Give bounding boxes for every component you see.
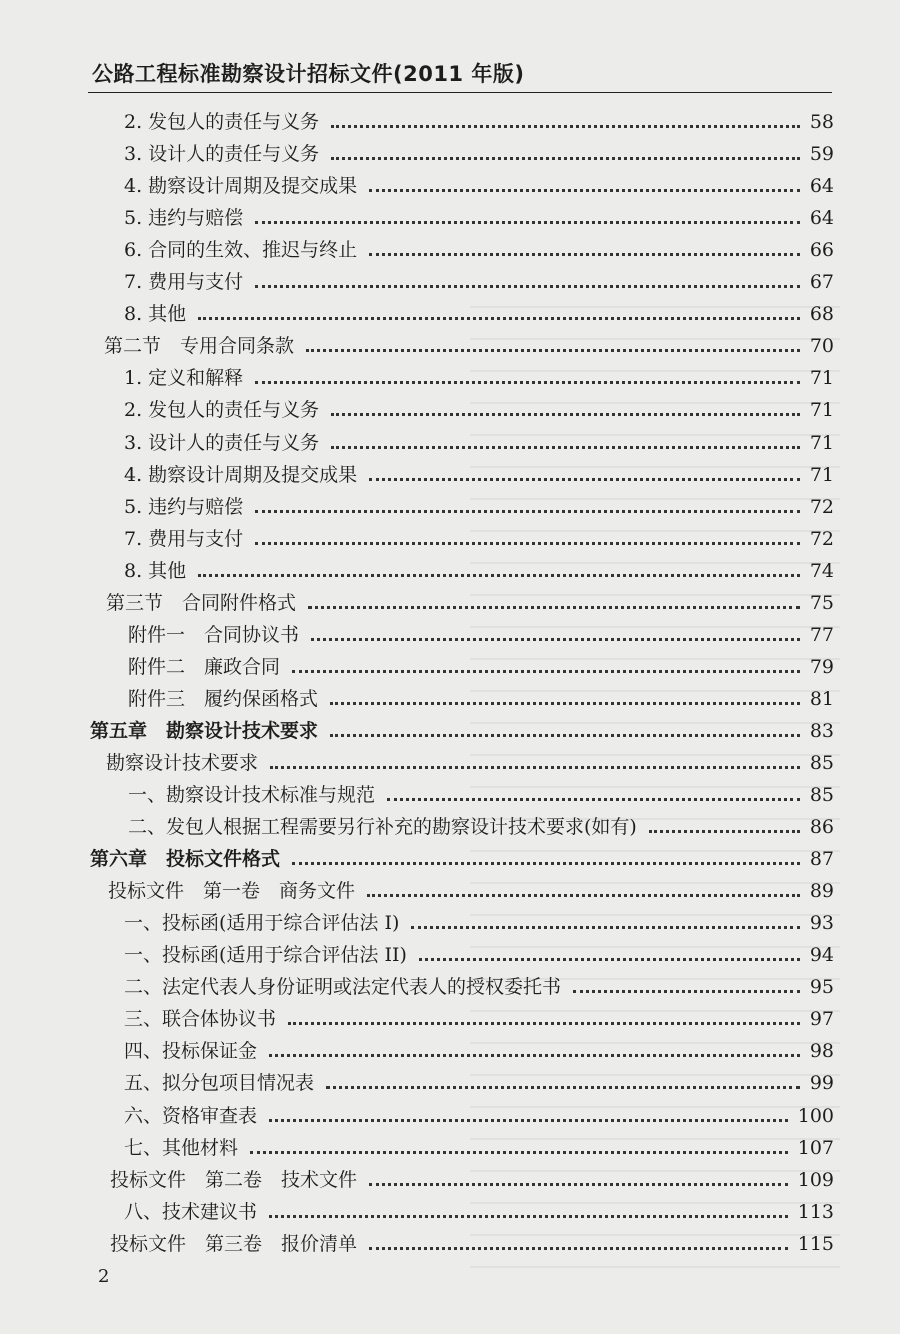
dot-leader (198, 317, 800, 320)
header-rule (88, 92, 832, 93)
toc-chapter-entry[interactable] (90, 715, 834, 747)
toc-chapter-entry[interactable] (90, 843, 834, 875)
toc-entry[interactable] (124, 1067, 834, 1099)
toc-entry-label: 附件三 履约保函格式 (128, 688, 319, 710)
toc-entry-page: 59 (809, 143, 834, 165)
toc-entry[interactable] (124, 138, 834, 170)
toc-entry-page: 89 (809, 880, 834, 902)
toc-entry[interactable] (124, 939, 834, 971)
toc-entry-label: 七、其他材料 (124, 1137, 239, 1159)
toc-entry[interactable] (124, 1035, 834, 1067)
toc-entry-label: 附件二 廉政合同 (128, 656, 281, 678)
dot-leader (326, 1086, 800, 1089)
page-number: 2 (98, 1266, 110, 1287)
toc-entry-page: 115 (797, 1233, 834, 1255)
toc-entry-page: 95 (809, 976, 834, 998)
dot-leader (270, 766, 800, 769)
toc-entry[interactable] (124, 202, 834, 234)
toc-entry-label: 一、投标函(适用于综合评估法 I) (124, 912, 400, 934)
dot-leader (255, 542, 800, 545)
toc-entry-page: 66 (809, 239, 834, 261)
toc-entry-page: 87 (809, 848, 834, 870)
toc-entry[interactable] (124, 1196, 834, 1228)
dot-leader (369, 1247, 788, 1250)
toc-entry-page: 94 (809, 944, 834, 966)
dot-leader (308, 606, 800, 609)
toc-entry-page: 71 (809, 464, 834, 486)
dot-leader (330, 702, 800, 705)
dot-leader (369, 253, 800, 256)
toc-entry-label: 投标文件 第一卷 商务文件 (108, 880, 356, 902)
toc-entry[interactable] (124, 394, 834, 426)
dot-leader (331, 125, 800, 128)
toc-entry-page: 72 (809, 528, 834, 550)
toc-entry-page: 72 (809, 496, 834, 518)
toc-entry-page: 74 (809, 560, 834, 582)
toc-entry[interactable] (128, 683, 834, 715)
toc-entry[interactable] (128, 651, 834, 683)
toc-entry[interactable] (124, 1003, 834, 1035)
toc-entry-page: 58 (809, 111, 834, 133)
toc-entry[interactable] (124, 1132, 834, 1164)
toc-entry-label: 第三节 合同附件格式 (106, 592, 297, 614)
toc-entry[interactable] (110, 1228, 834, 1260)
dot-leader (288, 1022, 800, 1025)
dot-leader (269, 1215, 788, 1218)
toc-entry-label: 4. 勘察设计周期及提交成果 (124, 464, 358, 486)
dot-leader (331, 413, 800, 416)
toc-entry-label: 八、技术建议书 (124, 1201, 258, 1223)
toc-entry[interactable] (128, 811, 834, 843)
toc-entry[interactable] (128, 619, 834, 651)
toc-entry[interactable] (106, 747, 834, 779)
toc-entry-label: 7. 费用与支付 (124, 528, 244, 550)
dot-leader (255, 381, 800, 384)
toc-entry-label: 8. 其他 (124, 560, 187, 582)
toc-entry-page: 81 (809, 688, 834, 710)
dot-leader (330, 734, 800, 737)
toc-entry[interactable] (124, 491, 834, 523)
toc-entry[interactable] (124, 170, 834, 202)
dot-leader (411, 926, 799, 929)
toc-entry-page: 68 (809, 303, 834, 325)
toc-entry[interactable] (108, 875, 834, 907)
toc-entry-page: 93 (809, 912, 834, 934)
toc-entry-page: 86 (809, 816, 834, 838)
toc-entry-label: 5. 违约与赔偿 (124, 496, 244, 518)
dot-leader (255, 285, 800, 288)
toc-entry-label: 附件一 合同协议书 (128, 624, 300, 646)
toc-entry[interactable] (124, 266, 834, 298)
toc-entry-label: 第二节 专用合同条款 (104, 335, 295, 357)
dot-leader (198, 574, 800, 577)
toc-entry[interactable] (124, 234, 834, 266)
dot-leader (419, 958, 800, 961)
dot-leader (311, 638, 800, 641)
toc-entry-label: 1. 定义和解释 (124, 367, 244, 389)
dot-leader (573, 990, 800, 993)
dot-leader (269, 1054, 800, 1057)
dot-leader (306, 349, 800, 352)
toc-entry-label: 3. 设计人的责任与义务 (124, 143, 320, 165)
toc-entry-page: 113 (797, 1201, 834, 1223)
toc-entry-page: 97 (809, 1008, 834, 1030)
toc-entry-label: 六、资格审查表 (124, 1105, 258, 1127)
toc-entry-page: 85 (809, 784, 834, 806)
toc-entry[interactable] (124, 971, 834, 1003)
toc-entry[interactable] (124, 298, 834, 330)
running-header-title: 公路工程标准勘察设计招标文件(2011 年版) (92, 62, 525, 86)
toc-entry-page: 98 (809, 1040, 834, 1062)
dot-leader (292, 670, 800, 673)
toc-entry[interactable] (124, 555, 834, 587)
dot-leader (255, 510, 800, 513)
toc-entry-page: 70 (809, 335, 834, 357)
toc-entry[interactable] (128, 779, 834, 811)
toc-entry-label: 8. 其他 (124, 303, 187, 325)
toc-entry-label: 勘察设计技术要求 (106, 752, 259, 774)
toc-entry-page: 67 (809, 271, 834, 293)
toc-entry-label: 7. 费用与支付 (124, 271, 244, 293)
toc-entry-page: 85 (809, 752, 834, 774)
toc-entry-page: 109 (797, 1169, 834, 1191)
toc-entry-page: 77 (809, 624, 834, 646)
dot-leader (369, 1183, 788, 1186)
toc-entry-page: 100 (797, 1105, 834, 1127)
dot-leader (367, 894, 800, 897)
toc-entry-page: 83 (809, 720, 834, 742)
dot-leader (331, 446, 800, 449)
toc-entry-label: 二、发包人根据工程需要另行补充的勘察设计技术要求(如有) (128, 816, 637, 838)
toc-entry-label: 6. 合同的生效、推迟与终止 (124, 239, 358, 261)
toc-entry-page: 71 (809, 367, 834, 389)
dot-leader (369, 189, 800, 192)
toc-entry-page: 79 (809, 656, 834, 678)
toc-entry-label: 5. 违约与赔偿 (124, 207, 244, 229)
toc-entry-label: 投标文件 第二卷 技术文件 (110, 1169, 358, 1191)
toc-entry-page: 64 (809, 175, 834, 197)
toc-entry-page: 71 (809, 399, 834, 421)
toc-entry[interactable] (106, 587, 834, 619)
toc-entry-label: 投标文件 第三卷 报价清单 (110, 1233, 358, 1255)
dot-leader (331, 157, 800, 160)
toc-entry-page: 75 (809, 592, 834, 614)
toc-entry[interactable] (124, 523, 834, 555)
toc-entry-label: 4. 勘察设计周期及提交成果 (124, 175, 358, 197)
toc-entry-label: 3. 设计人的责任与义务 (124, 432, 320, 454)
toc-entry-page: 107 (797, 1137, 834, 1159)
toc-entry[interactable] (104, 330, 834, 362)
toc-entry-page: 64 (809, 207, 834, 229)
toc-entry[interactable] (124, 459, 834, 491)
toc-entry-label: 2. 发包人的责任与义务 (124, 399, 320, 421)
toc-entry[interactable] (110, 1164, 834, 1196)
toc-entry[interactable] (124, 907, 834, 939)
dot-leader (387, 798, 800, 801)
toc-entry-label: 二、法定代表人身份证明或法定代表人的授权委托书 (124, 976, 562, 998)
toc-entry-page: 99 (809, 1072, 834, 1094)
dot-leader (255, 221, 800, 224)
toc-entry[interactable] (124, 1100, 834, 1132)
toc-entry-label: 五、拟分包项目情况表 (124, 1072, 315, 1094)
toc-entry-label: 一、勘察设计技术标准与规范 (128, 784, 376, 806)
toc-entry[interactable] (124, 362, 834, 394)
dot-leader (649, 830, 800, 833)
toc-entry[interactable] (124, 427, 834, 459)
toc-entry[interactable] (124, 106, 834, 138)
toc-entry-label: 四、投标保证金 (124, 1040, 258, 1062)
toc-entry-label: 2. 发包人的责任与义务 (124, 111, 320, 133)
toc-entry-label: 第五章 勘察设计技术要求 (90, 720, 319, 742)
dot-leader (292, 862, 800, 865)
dot-leader (269, 1119, 788, 1122)
toc-entry-label: 一、投标函(适用于综合评估法 II) (124, 944, 407, 966)
dot-leader (369, 478, 800, 481)
dot-leader (250, 1151, 788, 1154)
toc-entry-label: 三、联合体协议书 (124, 1008, 277, 1030)
toc-entry-page: 71 (809, 432, 834, 454)
toc-entry-label: 第六章 投标文件格式 (90, 848, 281, 870)
